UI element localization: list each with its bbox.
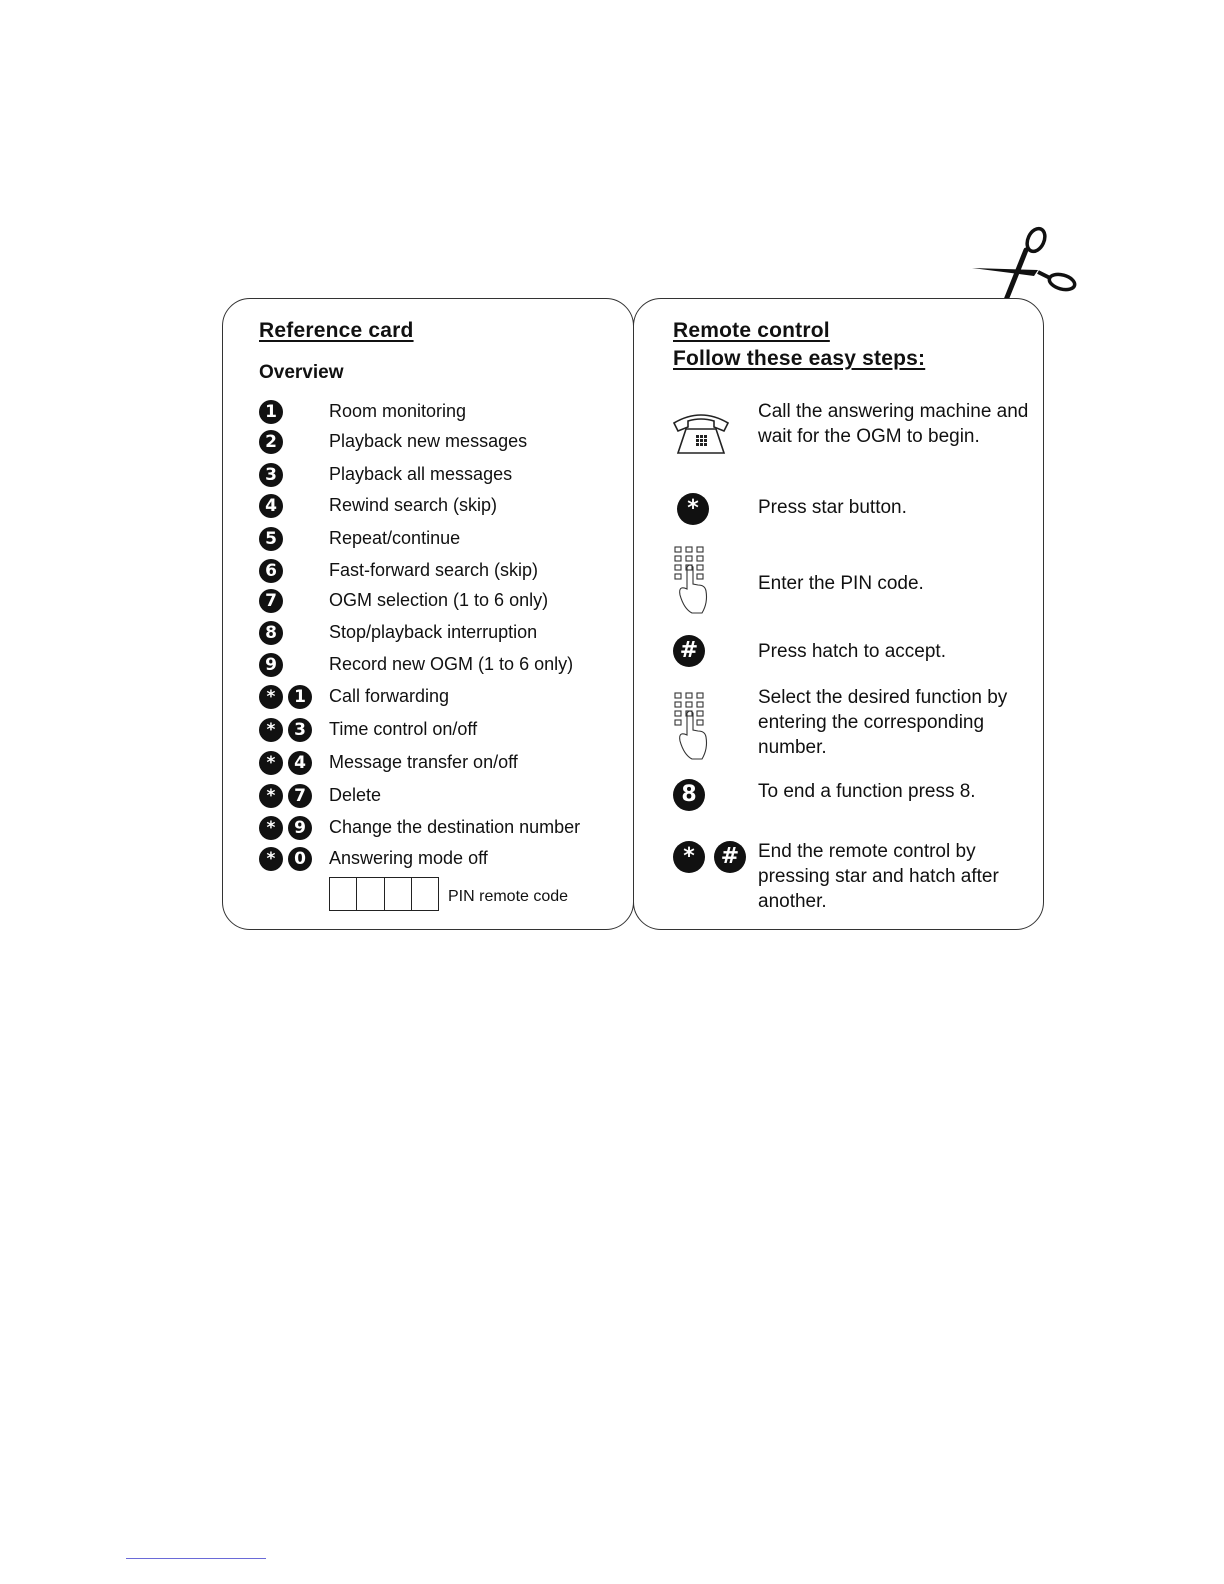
scissors-icon [968,226,1080,306]
star-key-icon: * [259,751,283,775]
remote-control-title: Remote control [673,319,830,342]
star-key-icon: * [259,685,283,709]
list-item: 5 Repeat/continue [259,526,629,552]
star-key-icon: * [259,847,283,871]
list-item: 4 Rewind search (skip) [259,493,629,519]
key-9-icon: 9 [259,653,283,677]
key-4-icon: 4 [259,494,283,518]
list-item: * 1 Call forwarding [259,684,629,710]
list-item: * 9 Change the destination number [259,815,629,841]
reference-card-title: Reference card [259,319,414,342]
list-item: 1 Room monitoring [259,399,629,425]
star-key-icon: * [259,718,283,742]
key-2-icon: 2 [259,430,283,454]
star-key-icon: * [677,493,709,525]
pin-remote-code-label: PIN remote code [448,888,569,905]
key-8-icon: 8 [259,621,283,645]
star-key-icon: * [259,784,283,808]
pin-code-boxes [329,877,439,911]
list-item: 2 Playback new messages [259,429,629,455]
list-item: * 0 Answering mode off [259,846,629,872]
hash-key-icon: # [673,635,705,667]
star-key-icon: * [259,816,283,840]
key-1-icon: 1 [259,400,283,424]
list-item: 6 Fast-forward search (skip) [259,558,629,584]
key-6-icon: 6 [259,559,283,583]
list-item: 7 OGM selection (1 to 6 only) [259,588,629,614]
list-item: * 7 Delete [259,783,629,809]
key-7-icon: 7 [259,589,283,613]
keypad-hand-icon [672,691,712,763]
key-1-icon: 1 [288,685,312,709]
remote-control-card: Remote control Follow these easy steps: Call the answering machine and wait for the OGM to begin. * Press star button. Enter the PIN code. # Press hatch to accept. Select the desired function by entering the corresponding number. 8 To end a function press 8. * # End the remote control by pressing star and hatch after another. [633,298,1044,930]
key-4-icon: 4 [288,751,312,775]
list-item: 9 Record new OGM (1 to 6 only) [259,652,629,678]
eight-key-icon: 8 [673,779,705,811]
reference-card [222,298,634,930]
key-9-icon: 9 [288,816,312,840]
keypad-hand-icon [672,545,712,617]
key-3-icon: 3 [288,718,312,742]
key-7-icon: 7 [288,784,312,808]
hash-key-icon: # [714,841,746,873]
easy-steps-heading: Follow these easy steps: [673,347,926,370]
list-item: * 3 Time control on/off [259,717,629,743]
key-3-icon: 3 [259,463,283,487]
star-key-icon: * [673,841,705,873]
overview-heading: Overview [259,362,344,383]
list-item: 8 Stop/playback interruption [259,620,629,646]
key-0-icon: 0 [288,847,312,871]
footnote-divider [126,1558,266,1559]
list-item: * 4 Message transfer on/off [259,750,629,776]
list-item: 3 Playback all messages [259,462,629,488]
key-5-icon: 5 [259,527,283,551]
telephone-icon [670,409,732,457]
